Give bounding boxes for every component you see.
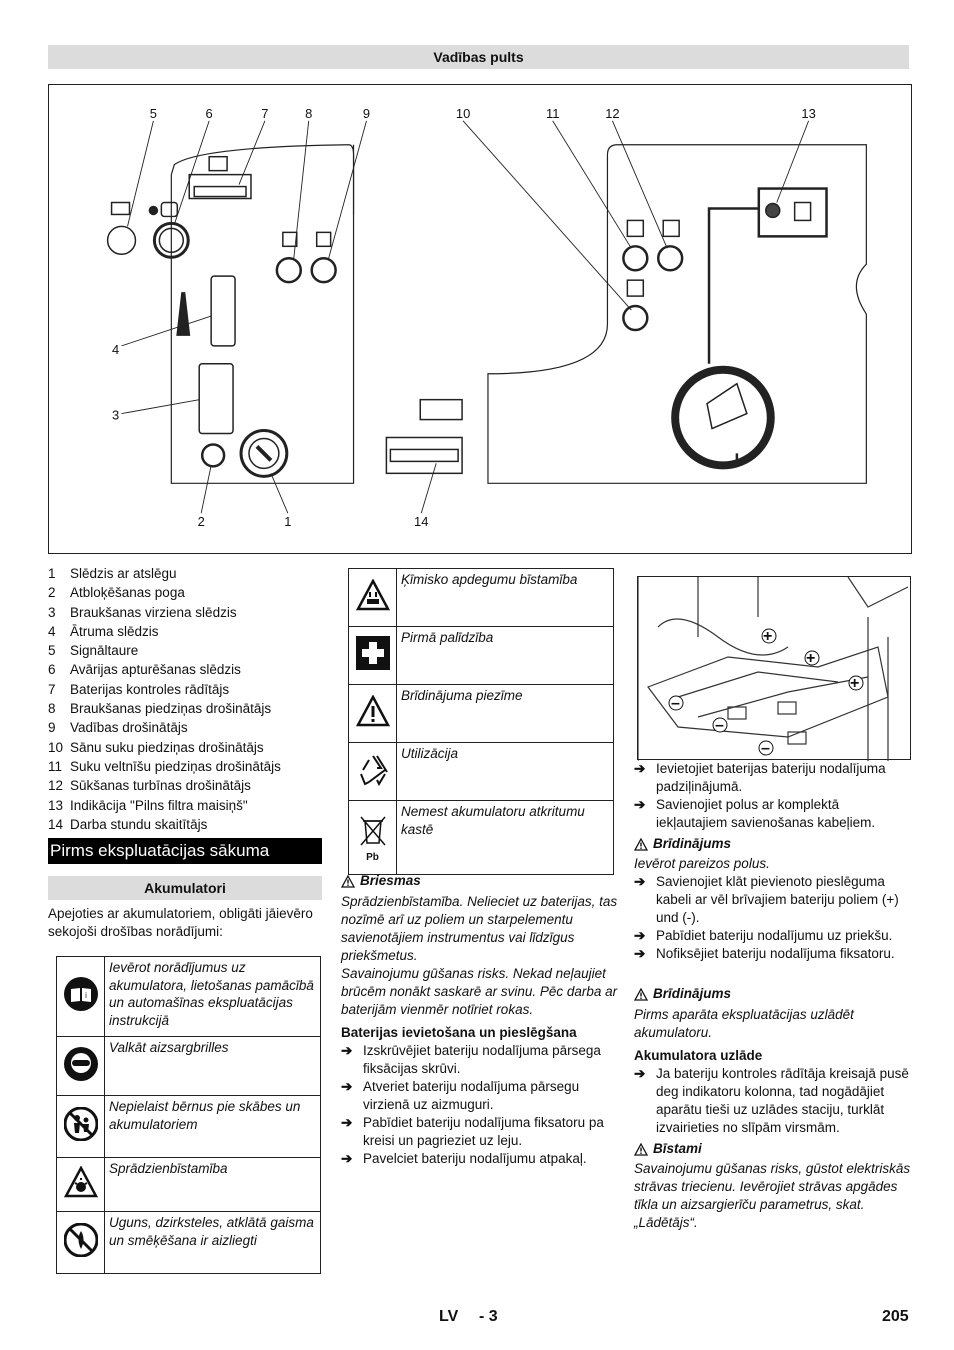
safety-symbols-table-left [56, 956, 321, 1274]
danger-heading-text: Bīstami [653, 1141, 702, 1156]
legend-number: 13 [48, 797, 64, 813]
svg-text:+: + [850, 675, 860, 692]
callout-6: 6 [205, 105, 213, 121]
no-fire-icon [64, 1223, 98, 1257]
warning-heading-text: Brīdinājums [653, 836, 732, 851]
callout-8: 8 [305, 105, 313, 121]
chapter-title: Pirms ekspluatācijas sākuma [48, 838, 322, 864]
step-text: Ja bateriju kontroles rādītāja kreisajā pusē deg indikatoru kolonna, tad nogādājiet aparātu tieši uz uzlādes staciju, turklāt izvairieties no slīpām virsmām. [656, 1066, 909, 1135]
legend-item [48, 796, 328, 815]
step-text: Atveriet bateriju nodalījuma pārsegu virzienā uz aizmuguri. [363, 1079, 580, 1112]
symbol-text: Ievērot norādījumus uz akumulatora, lietošanas pamācībā un automašīnas ekspluatācijas instrukcijā [105, 957, 321, 1037]
legend-label: Sūkšanas turbīnas drošinātājs [70, 778, 251, 794]
step-item [634, 927, 912, 945]
corrosive-warning-icon [356, 579, 390, 611]
warning-heading [634, 835, 912, 853]
symbol-text: Brīdinājuma piezīme [397, 685, 614, 743]
warning-paragraph: Ievērot pareizos polus. [634, 856, 770, 871]
intro-paragraph: Apejoties ar akumulatoriem, obligāti jāievēro sekojoši drošības norādījumi: [48, 906, 313, 939]
arrow-icon: ➔ [341, 1079, 353, 1094]
callout-11: 11 [545, 105, 560, 121]
callout-13: 13 [801, 105, 816, 121]
legend-item [48, 641, 328, 660]
battery-charging-heading: Akumulatora uzlāde [634, 1048, 763, 1063]
legend-item [48, 757, 328, 776]
legend-number: 10 [48, 739, 64, 755]
legend-number: 3 [48, 604, 56, 620]
arrow-icon: ➔ [634, 761, 646, 776]
first-aid-icon [356, 636, 390, 670]
symbol-cell [57, 957, 105, 1037]
legend-label: Atbloķēšanas poga [70, 585, 185, 601]
subsection-title: Akumulatori [144, 880, 226, 896]
control-panel-figure [48, 84, 912, 554]
step-text: Ievietojiet baterijas bateriju nodalījuma padziļinājumā. [656, 761, 886, 794]
legend-number: 4 [48, 623, 56, 639]
legend-item [48, 815, 328, 834]
legend-number: 2 [48, 585, 56, 601]
step-item [341, 1150, 621, 1168]
symbol-text: Nemest akumulatoru atkritumu kastē [397, 801, 614, 875]
legend-label: Ātruma slēdzis [70, 623, 159, 639]
section-header-bar [48, 45, 909, 69]
explosion-warning-icon [64, 1166, 98, 1198]
legend-label: Sānu suku piedziņas drošinātājs [70, 739, 264, 755]
keep-children-away-icon [64, 1107, 98, 1141]
symbol-text: Uguns, dzirksteles, atklātā gaisma un smēķēšana ir aizliegti [105, 1212, 321, 1274]
legend-number: 9 [48, 720, 56, 736]
legend-label: Suku veltnīšu piedziņas drošinātājs [70, 758, 281, 774]
step-item [634, 873, 912, 927]
symbol-cell [349, 569, 397, 627]
symbol-cell [349, 801, 397, 875]
symbol-text: Nepielaist bērnus pie skābes un akumulatoriem [105, 1096, 321, 1158]
legend-item [48, 738, 328, 757]
legend-item [48, 603, 328, 622]
danger-paragraph-2: Savainojumu gūšanas risks. Nekad neļaujiet brūcēm nonākt saskarē ar svinu. Pēc darba ar baterijām vienmēr notīriet rokas. [341, 966, 618, 1017]
battery-install-heading: Baterijas ievietošana un pieslēgšana [341, 1025, 577, 1040]
arrow-icon: ➔ [341, 1151, 353, 1166]
arrow-icon: ➔ [634, 1066, 646, 1081]
section-header-title: Vadības pults [433, 49, 524, 65]
callout-5: 5 [149, 105, 157, 121]
symbol-cell [57, 1212, 105, 1274]
symbol-text: Valkāt aizsargbrilles [105, 1037, 321, 1096]
legend-number: 5 [48, 643, 56, 659]
battery-compartment-illustration [637, 576, 911, 760]
symbol-text: Pirmā palīdzība [397, 627, 614, 685]
legend-label: Baterijas kontroles rādītājs [70, 681, 230, 697]
legend-item [48, 718, 328, 737]
step-text: Pabīdiet bateriju nodalījumu uz priekšu. [656, 928, 893, 943]
legend-item [48, 564, 328, 583]
legend-item [48, 583, 328, 602]
danger-heading [341, 872, 621, 890]
legend-item [48, 680, 328, 699]
svg-text:–: – [671, 695, 680, 712]
step-item [341, 1114, 621, 1150]
legend-number: 11 [48, 758, 63, 774]
legend-label: Signāltaure [70, 643, 139, 659]
column-two [341, 872, 621, 1168]
callout-1: 1 [284, 514, 292, 530]
step-item [634, 760, 912, 796]
warning-triangle-icon [634, 838, 648, 851]
danger-heading-text: Briesmas [360, 873, 421, 888]
step-text: Izskrūvējiet bateriju nodalījuma pārsega fiksācijas skrūvi. [363, 1043, 601, 1076]
step-item [634, 945, 912, 963]
callout-3: 3 [111, 407, 120, 423]
symbol-cell [349, 743, 397, 801]
legend-item [48, 660, 328, 679]
legend-label: Indikācija "Pilns filtra maisiņš" [70, 797, 248, 813]
callout-2: 2 [197, 514, 205, 530]
arrow-icon: ➔ [634, 946, 646, 961]
callout-14: 14 [414, 514, 429, 530]
goggles-icon [64, 1047, 98, 1081]
warning-paragraph: Pirms aparāta ekspluatācijas uzlādēt akumulatoru. [634, 1007, 854, 1040]
svg-text:–: – [715, 717, 724, 734]
symbol-text: Sprādzienbīstamība [105, 1158, 321, 1212]
legend-item [48, 699, 328, 718]
symbol-cell [57, 1158, 105, 1212]
callout-4: 4 [111, 341, 120, 357]
symbol-cell [57, 1096, 105, 1158]
legend-number: 12 [48, 778, 64, 794]
step-item [341, 1042, 621, 1078]
control-panel-diagram [49, 85, 911, 553]
battery-diagram [638, 577, 912, 761]
step-text: Savienojiet polus ar komplektā iekļautajiem savienošanas kabeļiem. [656, 797, 876, 830]
danger-paragraph: Savainojumu gūšanas risks, gūstot elektriskās strāvas triecienu. Ievērojiet strāvas apgādes tīkla un aizsargierīču parametrus, skat. „Lādētājs“. [634, 1161, 911, 1230]
legend-label: Vadības drošinātājs [70, 720, 188, 736]
legend-number: 6 [48, 662, 56, 678]
svg-text:–: – [761, 740, 770, 757]
step-text: Pabīdiet bateriju nodalījuma fiksatoru pa kreisi un pagrieziet uz leju. [363, 1115, 604, 1148]
legend-number: 14 [48, 816, 64, 832]
arrow-icon: ➔ [634, 874, 646, 889]
arrow-icon: ➔ [341, 1043, 353, 1058]
warning-triangle-icon [634, 1143, 648, 1156]
symbol-cell [349, 685, 397, 743]
component-legend [48, 564, 328, 834]
svg-text:i: i [84, 991, 87, 1000]
danger-paragraph: Sprādzienbīstamība. Nelieciet uz baterijas, tas nozīmē arī uz poliem un starpelementu savienotājiem instrumentus vai līdzīgus priekšmetus. [341, 894, 618, 963]
recycling-icon [355, 752, 391, 786]
legend-label: Slēdzis ar atslēgu [70, 566, 177, 581]
step-item [634, 1065, 912, 1137]
column-three [634, 760, 912, 1232]
safety-symbols-table-right [348, 568, 614, 875]
manual-info-icon [64, 977, 98, 1011]
callout-7: 7 [261, 105, 269, 121]
danger-heading [634, 1140, 912, 1158]
svg-text:+: + [806, 650, 816, 667]
symbol-cell [57, 1037, 105, 1096]
callout-9: 9 [362, 105, 371, 121]
legend-number: 1 [48, 566, 56, 581]
pb-label: Pb [366, 851, 379, 863]
arrow-icon: ➔ [634, 797, 646, 812]
legend-label: Braukšanas virziena slēdzis [70, 604, 237, 620]
legend-number: 8 [48, 701, 56, 717]
legend-number: 7 [48, 681, 56, 697]
symbol-cell [349, 627, 397, 685]
legend-label: Braukšanas piedziņas drošinātājs [70, 701, 272, 717]
svg-text:+: + [763, 628, 773, 645]
step-text: Pavelciet bateriju nodalījumu atpakaļ. [363, 1151, 587, 1166]
arrow-icon: ➔ [341, 1115, 353, 1130]
step-item [634, 796, 912, 832]
warning-triangle-icon [634, 988, 648, 1001]
left-panel-outline [171, 145, 353, 484]
warning-heading [634, 985, 912, 1003]
footer-local-page: - 3 [479, 1308, 498, 1325]
symbol-text: Utilizācija [397, 743, 614, 801]
step-text: Savienojiet klāt pievienoto pieslēguma kabeli ar vēl brīvajiem bateriju poliem (+) und (-). [656, 874, 899, 925]
warning-triangle-icon [356, 695, 390, 727]
legend-item [48, 622, 328, 641]
footer-language: LV [439, 1308, 459, 1325]
symbol-text: Ķīmisko apdegumu bīstamība [397, 569, 614, 627]
legend-item [48, 776, 328, 795]
step-item [341, 1078, 621, 1114]
warning-triangle-icon [341, 875, 355, 888]
crossed-bin-icon [356, 813, 390, 847]
callout-12: 12 [605, 105, 620, 121]
callout-10: 10 [455, 105, 471, 121]
subsection-bar [48, 876, 322, 900]
arrow-icon: ➔ [634, 928, 646, 943]
step-text: Nofiksējiet bateriju nodalījuma fiksatoru. [656, 946, 895, 961]
warning-heading-text: Brīdinājums [653, 986, 732, 1001]
footer-page-number: 205 [882, 1308, 909, 1325]
legend-label: Avārijas apturēšanas slēdzis [70, 662, 241, 678]
legend-label: Darba stundu skaitītājs [70, 816, 208, 832]
